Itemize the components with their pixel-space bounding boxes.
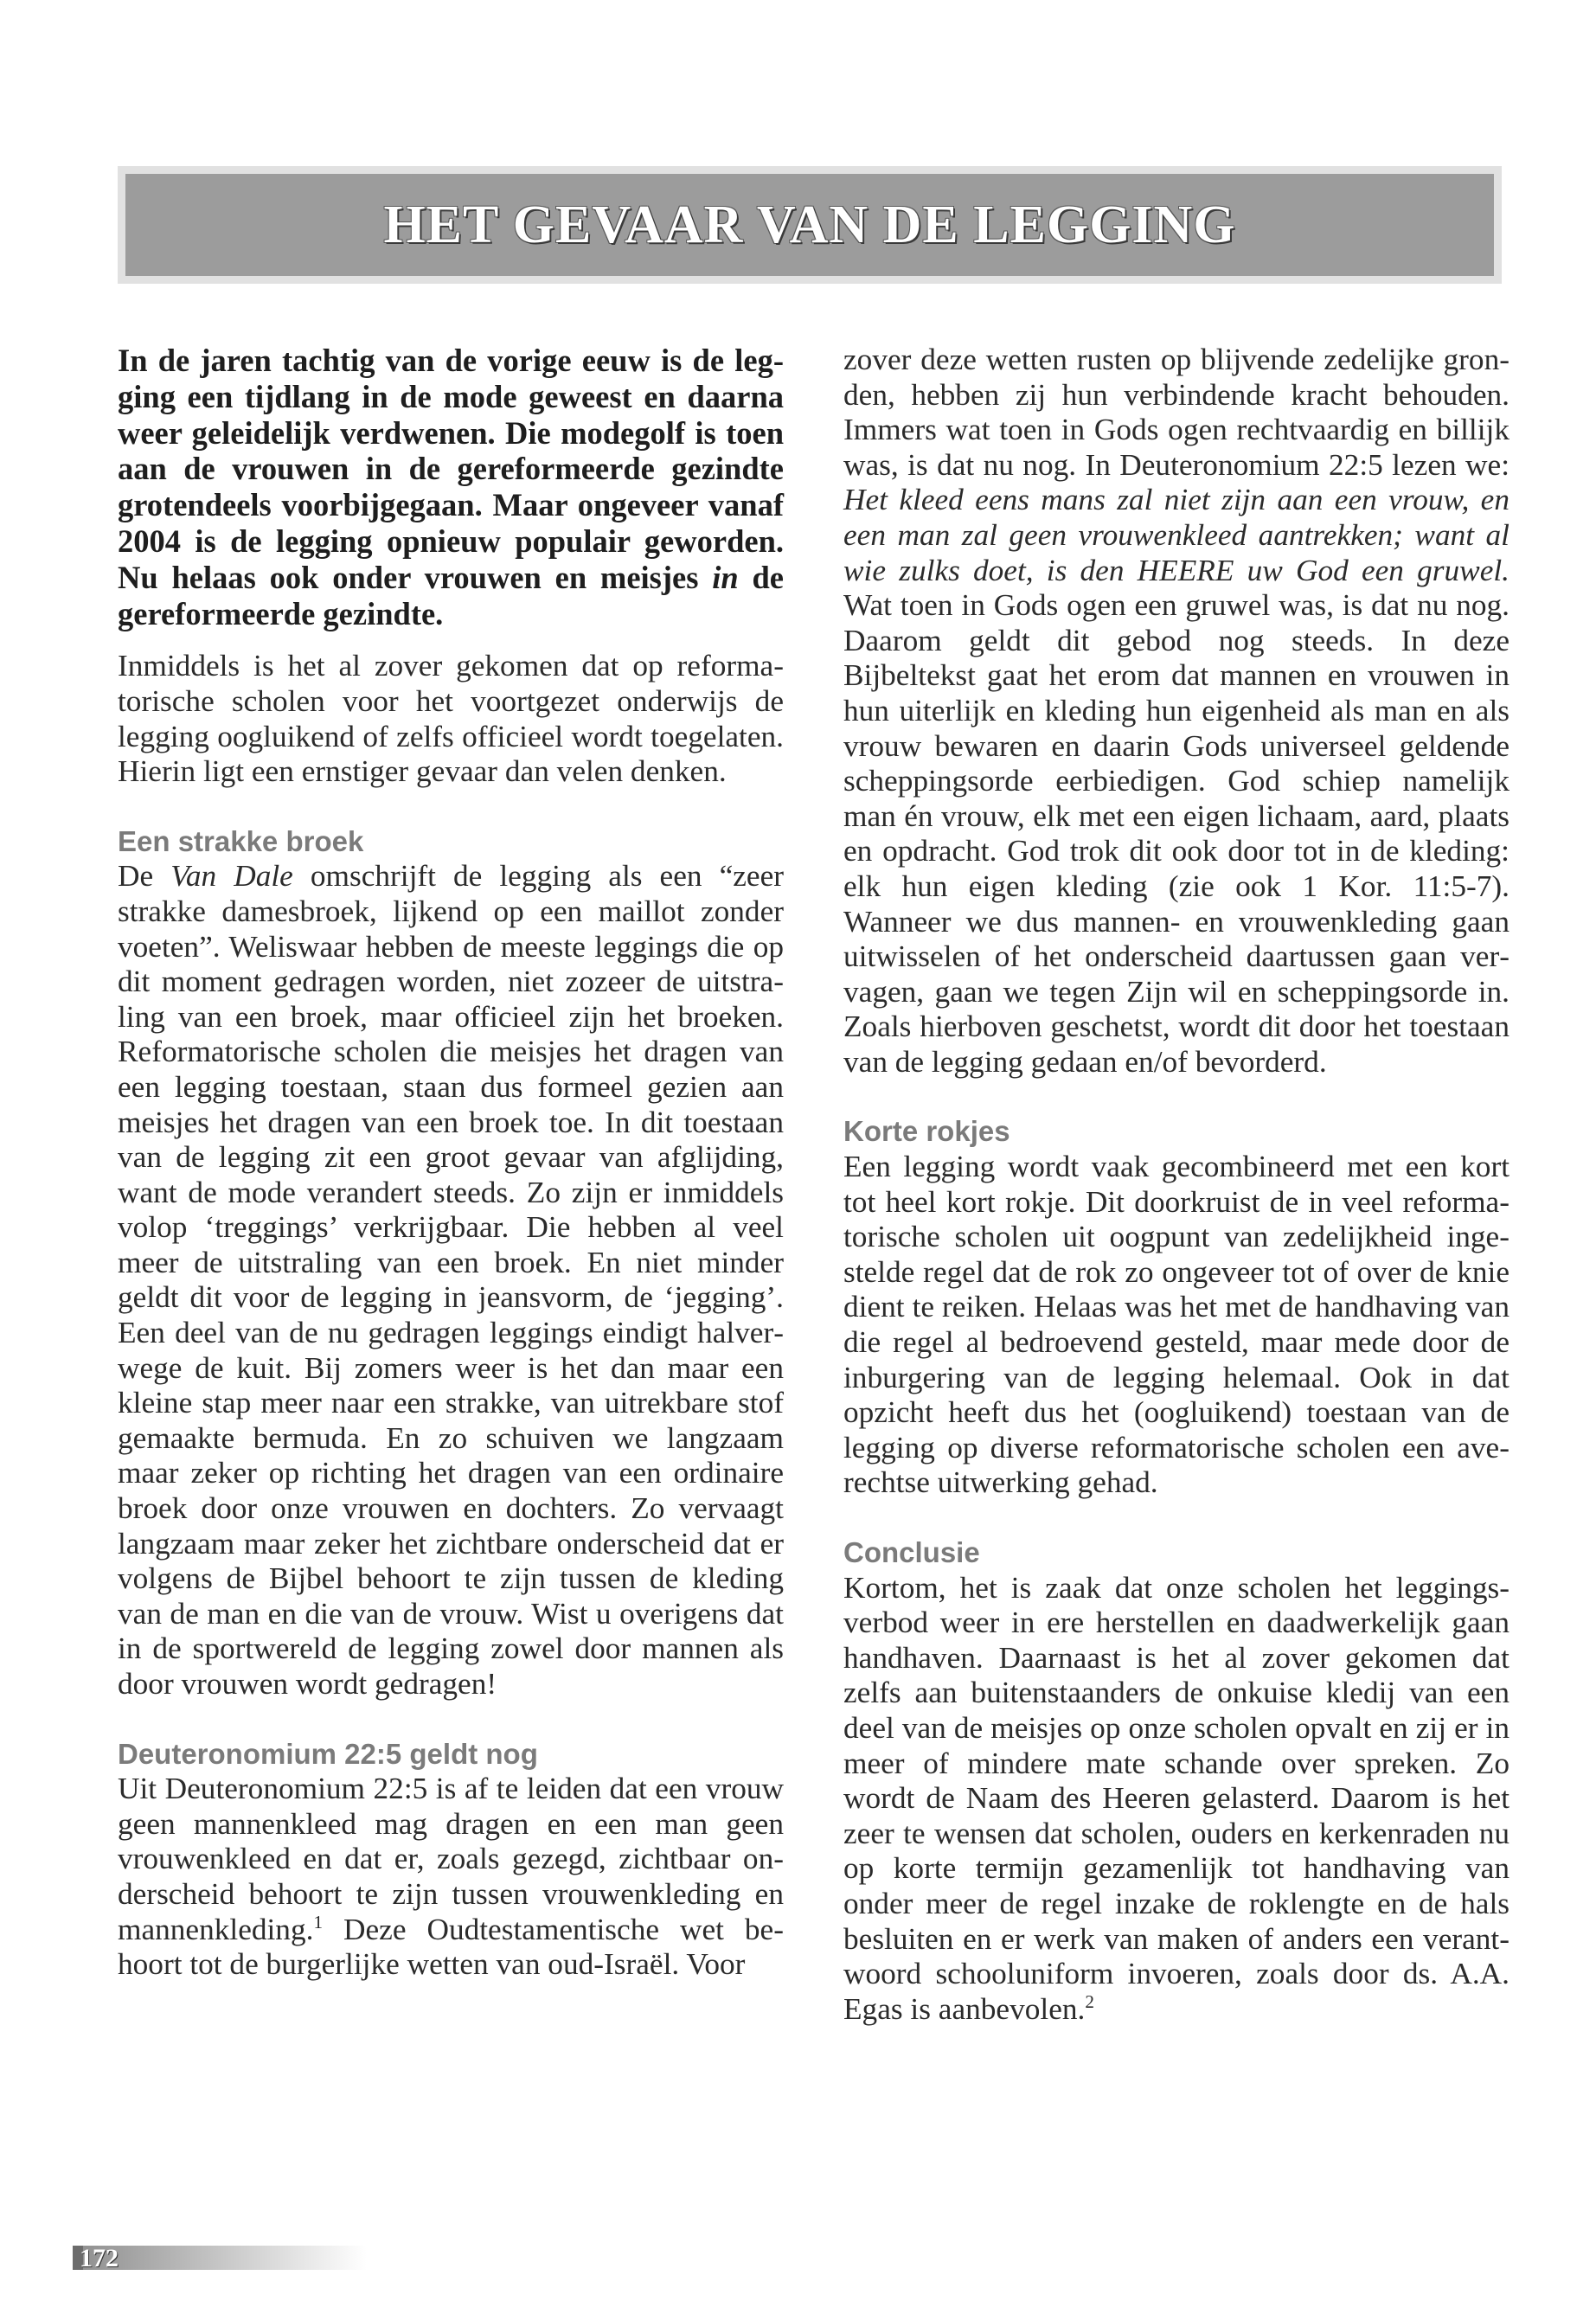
footnote-ref-2: 2: [1085, 1990, 1094, 2012]
heading-deuteronomium: Deuteronomium 22:5 geldt nog: [118, 1737, 538, 1770]
intro-paragraph: [118, 343, 784, 631]
intro-text-end: de gereformeerde gezindte.: [118, 559, 785, 631]
heading-strakke-broek: Een strakke broek: [118, 824, 364, 857]
left-column: [118, 343, 784, 1983]
paragraph-korte-rokjes: Een legging wordt vaak gecombineerd met een kort tot heel kort rokje. Dit doorkruist de in veel reformatorische scholen uit oogpunt van zedelijkheid ingestelde regel dat de rok zo ongeveer tot of over de knie dient te reiken. Helaas was het met de handhaving van die regel al bedroevend gesteld, maar mede door de inburgering van de legging helemaal. Ook in dat opzicht heeft dus het (oogluikend) toestaan van de legging op diverse reformatorische scholen een averechtse uitwerking gehad.: [843, 1150, 1509, 1500]
title-banner: [118, 166, 1502, 284]
footnote-ref-1: 1: [313, 1911, 324, 1932]
paragraph-inmiddels: Inmiddels is het al zover gekomen dat op reformatorische scholen voor het voortgezet onderwijs de legging oogluikend of zelfs officieel wordt toegelaten. Hierin ligt een ernstiger gevaar dan velen denken.: [118, 649, 784, 789]
text: Uit Deuteronomium 22:5 is af te leiden dat een vrouw geen mannenkleed mag dragen en een man geen vrouwenkleed en dat er, zoals gezegd, zichtbaar onderscheid behoort te zijn tussen vrouwenkleding en mannenkleding.: [118, 1772, 784, 1946]
text: Deze Oudtestamentische wet behoort tot de burgerlijke wetten van oud-Israël. Voor: [118, 1912, 784, 1982]
text: De: [118, 859, 171, 894]
text: omschrijft de legging als een “zeer strakke damesbroek, lijkend op een maillot zonder voeten”. Weliswaar hebben de meeste leggings die op dit moment gedragen worden, niet zozeer de uitstraling van een broek, maar officieel zijn het broeken. Reformatorische scholen die meisjes het dragen van een legging toestaan, staan dus formeel gezien aan meisjes het dragen van een broek toe. In dit toestaan van de legging zit een groot gevaar van afglijding, want de mode verandert steeds. Zo zijn er inmiddels volop ‘treggings’ verkrijgbaar. Die hebben al veel meer de uitstraling van een broek. En niet minder geldt dit voor de legging in jeansvorm, de ‘jegging’. Een deel van de nu gedragen leggings eindigt halverwege de kuit. Bij zomers weer is het dan maar een kleine stap meer naar een strakke, van uitrekbare stof gemaakte bermuda. En zo schuiven we langzaam maar zeker op richting het dragen van een ordinaire broek door onze vrouwen en dochters. Zo vervaagt langzaam maar zeker het zichtbare onderscheid dat er volgens de Bijbel behoort te zijn tussen de kleding van de man en die van de vrouw. Wist u overigens dat in de sportwereld de legging zowel door mannen als door vrouwen wordt gedragen!: [118, 859, 785, 1701]
emphasis-van-dale: Van Dale: [170, 859, 293, 894]
paragraph-deuteronomium: [118, 1772, 784, 1983]
heading-korte-rokjes: Korte rokjes: [843, 1115, 1010, 1148]
right-column: [843, 343, 1509, 2027]
intro-emphasis: in: [712, 559, 739, 595]
intro-text: In de jaren tachtig van de vorige eeuw is de legging een tijdlang in de mode geweest en daarna weer geleidelijk verdwenen. Die modegolf is toen aan de vrouwen in de gereformeerde gezindte grotendeels voorbijgegaan. Maar ongeveer vanaf 2004 is de legging opnieuw populair geworden. Nu helaas ook onder vrouwen en meisjes: [118, 343, 784, 595]
page-number: 172: [80, 2244, 119, 2272]
paragraph-continued: [843, 343, 1509, 1080]
title-banner-inner: [125, 174, 1494, 276]
text: Kortom, het is zaak dat onze scholen het leggingsverbod weer in ere herstellen en daadwerkelijk gaan handhaven. Daarnaast is het al zover gekomen dat zelfs aan buitenstaanders de onkuise kledij van een deel van de meisjes op onze scholen opvalt en zij er in meer of mindere mate schande over spreken. Zo wordt de Naam des Heeren gelasterd. Daarom is het zeer te wensen dat scholen, ouders en kerkenraden nu op korte termijn gezamenlijk tot handhaving van onder meer de regel inzake de roklengte en de hals besluiten en er werk van maken of anders een verantwoord schooluniform invoeren, zoals door ds. A.A. Egas is aanbevolen.: [843, 1570, 1509, 2026]
text: zover deze wetten rusten op blijvende zedelijke gronden, hebben zij hun verbindende kracht behouden. Immers wat toen in Gods ogen rechtvaardig en billijk was, is dat nu nog. In Deuteronomium 22:5 lezen we:: [843, 343, 1509, 482]
paragraph-strakke-broek: [118, 859, 784, 1702]
text: Wat toen in Gods ogen een gruwel was, is dat nu nog. Daarom geldt dit gebod nog steeds. In deze Bijbeltekst gaat het erom dat mannen en vrouwen in hun uiterlijk en kleding hun eigenheid als man en als vrouw bewaren en daarin Gods universeel geldende scheppingsorde eerbiedigen. God schiep namelijk man én vrouw, elk met een eigen lichaam, aard, plaats en opdracht. God trok dit ook door tot in de kleding: elk hun eigen kleding (zie ook 1 Kor. 11:5-7). Wanneer we dus mannen- en vrouwenkleding gaan uitwisselen of het onderscheid daartussen gaan vervagen, gaan we tegen Zijn wil en scheppingsorde in. Zoals hierboven geschetst, wordt dit door het toestaan van de legging gedaan en/of bevorderd.: [843, 588, 1509, 1079]
page-title: HET GEVAAR VAN DE LEGGING: [383, 195, 1236, 254]
paragraph-conclusie: [843, 1571, 1509, 2028]
heading-conclusie: Conclusie: [843, 1536, 980, 1568]
bible-quote: Het kleed eens mans zal niet zijn aan een vrouw, en een man zal geen vrouwenkleed aantrekken; want al wie zulks doet, is den HEERE uw God een gruwel.: [843, 483, 1509, 587]
